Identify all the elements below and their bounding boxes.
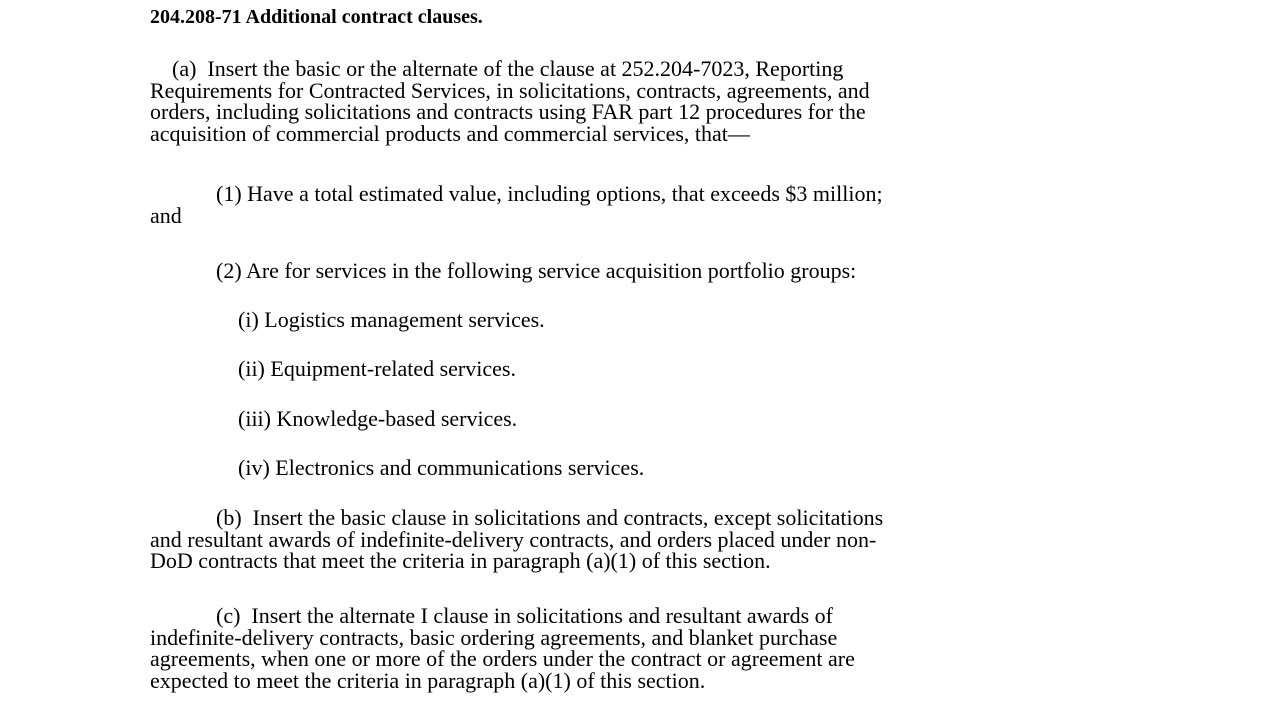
paragraph-a-2: (2) Are for services in the following service acquisition portfolio groups: — [150, 258, 857, 283]
list-item-iii: (iii) Knowledge-based services. — [150, 406, 518, 431]
list-item-i: (i) Logistics management services. — [150, 307, 545, 332]
paragraph-c: (c) Insert the alternate I clause in solicitations and resultant awards of indefinite-delivery contracts, basic ordering agreements, and blanket purchase agreements, when one or more of the orders under the contract or agreement are expected to meet the criteria in paragraph (a)(1) of this section. — [150, 603, 855, 693]
paragraph-a: (a) Insert the basic or the alternate of the clause at 252.204-7023, Reporting Requirements for Contracted Services, in solicitations, contracts, agreements, and orders, including solicitations and contracts using FAR part 12 procedures for the acquisition of commercial products and commercial services, that— — [150, 56, 870, 146]
section-heading: 204.208-71 Additional contract clauses. — [150, 6, 483, 28]
paragraph-a-1: (1) Have a total estimated value, including options, that exceeds $3 million; and — [150, 181, 883, 228]
list-item-ii: (ii) Equipment-related services. — [150, 356, 516, 381]
paragraph-b: (b) Insert the basic clause in solicitations and contracts, except solicitations and resultant awards of indefinite-delivery contracts, and orders placed under non- DoD contracts that meet the criteria in paragraph (a)(1) of this section. — [150, 505, 884, 573]
list-item-iv: (iv) Electronics and communications services. — [150, 455, 645, 480]
